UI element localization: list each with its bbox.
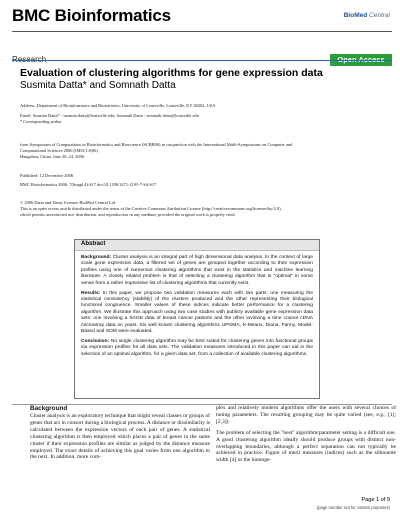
symposium-line-2: Computational Sciences 2006 (IMSCCS|06) bbox=[20, 148, 98, 153]
corresponding-author-note: * Corresponding author bbox=[20, 119, 62, 124]
logo-central-text: Central bbox=[369, 12, 390, 19]
abstract-box bbox=[74, 239, 320, 399]
biomed-central-logo bbox=[344, 12, 390, 19]
title-rule bbox=[12, 60, 392, 61]
symposium-line-3: Hangzhou, China. June 20–24, 2006 bbox=[20, 154, 85, 159]
body-paragraph: The problem of selecting the "best" algorithm/parameter setting is a difficult one. A good clustering algorithm ideally should produce groups with distinct non-overlapping boundaries, although a perfect separation can not typically be achieved in practice. Figure of merit measures (indices) such as the silhouette width [4] or the homoge- bbox=[216, 429, 396, 464]
abstract-conclusion-label: Conclusion: bbox=[81, 338, 110, 344]
journal-title: BMC Bioinformatics bbox=[12, 6, 171, 25]
article-authors: Susmita Datta* and Somnath Datta bbox=[20, 80, 176, 91]
section-heading-background: Background bbox=[30, 405, 68, 412]
abstract-results bbox=[81, 291, 313, 336]
body-column-left bbox=[30, 405, 210, 465]
abstract-conclusion-text: No single clustering algorithm may be best suited for clustering genes into functional groups via expression profiles for all data sets. The validation measures introduced in this paper can aid in the selection of an optimal algorithm, for a given data set, from a collection of available clustering algorithms. bbox=[81, 338, 313, 357]
abstract-body bbox=[81, 255, 313, 362]
license-line-2: which permits unrestricted use, distribution, and reproduction in any medium, provided the original work is properly cited. bbox=[20, 212, 236, 217]
abstract-heading: Abstract bbox=[81, 241, 106, 247]
published-date: Published: 12 December 2006 bbox=[20, 173, 74, 178]
abstract-results-text: In this paper, we propose two validation measures each with two parts: one measuring the statistical consistency (stability) of the clusters produced and the other representing their biological functional congruence. Smaller values of these indices indicate better performance for a clustering algorithm. We illustrate this approach using two case studies with publicly available gene expression data sets: one involving a SAGE data of breast cancer patients and the other involving a time course cDNA microarray data on yeast. Six well known clustering algorithms UPGMA, K-Means, Diana, Fanny, Model-Based and SOM were evaluated. bbox=[81, 290, 313, 334]
abstract-results-label: Results: bbox=[81, 290, 101, 296]
abstract-background-text: Cluster analysis is an integral part of high dimensional data analysis. In the context of large scale gene expression data, a filtered set of genes are grouped together according to their expression profiles using one of numerous clustering algorithms that exist in the statistics and machine learning literature. A closely related problem is that of selecting a clustering algorithm that is "optimal" in some sense from a rather impressive list of clustering algorithms that currently exist. bbox=[81, 255, 313, 286]
citation-doi: BMC Bioinformatics 2006, 7(Suppl 4):S17 doi:10.1186/1471-2105-7-S4-S17 bbox=[20, 182, 157, 187]
author-address: Address: Department of Bioinformatics and Biostatistics, University of Louisville, Louisville, KY 40202, USA bbox=[20, 103, 216, 108]
author-emails: Email: Susmita Datta* - susmita.datta@louisville.edu; Somnath Datta - somnath.datta@louisville.edu bbox=[20, 113, 199, 118]
body-column-right bbox=[216, 405, 396, 468]
page-number-note: (page number not for citation purposes) bbox=[316, 505, 390, 510]
abstract-background-label: Background: bbox=[81, 255, 112, 260]
body-paragraph: Cluster analysis is an exploratory technique that might reveal classes or groups of genes that act in consort during a biological process. A distance or dissimilarity is calculated between the expression vectors of each pair of genes. A statistical clustering algorithm is then employed which places a pair of genes in the same cluster if their expression profiles are similar as judged by the distance measure employed. The exact details of achieving this goal varies from one algorithm to the next. In addition, more com- bbox=[30, 413, 210, 461]
abstract-header bbox=[75, 240, 319, 251]
license-line-1: This is an open access article distributed under the terms of the Creative Commons Attribution License (http://creativecommons.org/licenses/by/2.0), bbox=[20, 206, 282, 211]
article-title: Evaluation of clustering algorithms for gene expression data bbox=[20, 67, 323, 79]
abstract-conclusion bbox=[81, 339, 313, 358]
abstract-background bbox=[81, 255, 313, 287]
header-rule bbox=[12, 31, 392, 32]
logo-biomed-text: BioMed bbox=[343, 12, 368, 19]
body-paragraph: plex and relatively modern algorithms offer the users with several choices of tuning parameters. The resulting grouping may be quite varied (see, e.g., [1]; [2,3]). bbox=[216, 405, 396, 425]
copyright-line: © 2006 Datta and Datta; licensee BioMed Central Ltd bbox=[20, 200, 116, 205]
symposium-line-1: from Symposium of Computations in Bioinformatics and Bioscience (SCBB06) in conjunction with the International Multi-Symposiums on Computer and bbox=[20, 142, 293, 147]
page-number: Page 1 of 9 bbox=[361, 497, 390, 503]
